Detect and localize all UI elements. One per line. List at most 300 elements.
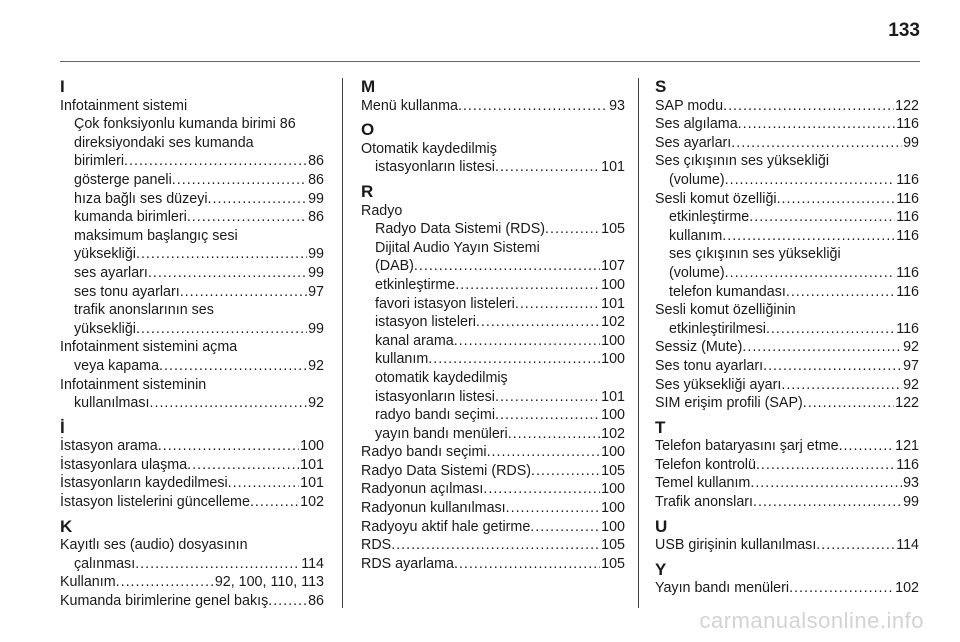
entry-text: gösterge paneli: [74, 171, 172, 188]
entry-text: telefon kumandası: [669, 283, 786, 300]
index-entry[interactable]: [60, 573, 324, 592]
entry-leader-line: [361, 158, 625, 177]
dot-leader: [116, 573, 214, 592]
page-ref[interactable]: 116: [896, 171, 919, 188]
page-ref[interactable]: 122: [895, 395, 919, 412]
index-section: [361, 183, 625, 573]
section-letter: M: [361, 77, 376, 96]
section-letter: U: [655, 516, 668, 536]
page-ref[interactable]: 100: [601, 500, 625, 517]
index-subentry[interactable]: [655, 227, 919, 246]
dot-leader: [756, 456, 895, 475]
entry-leader-line: [375, 276, 625, 295]
entry-text: yayın bandı menüleri: [375, 425, 508, 442]
page-ref[interactable]: 100: [601, 518, 625, 535]
index-subentry[interactable]: [361, 276, 625, 295]
entry-leader-line: [74, 152, 324, 171]
index-entry[interactable]: [655, 115, 919, 134]
entry-text: çalınması: [74, 555, 136, 572]
page-ref[interactable]: 101: [601, 295, 625, 312]
entry-text: etkinleştirilmesi: [669, 320, 766, 337]
index-entry[interactable]: [361, 202, 625, 221]
index-entry[interactable]: [655, 394, 919, 413]
entry-text: Radyonun açılması: [361, 481, 484, 498]
entry-text: RDS: [361, 537, 392, 554]
entry-text: Yayın bandı menüleri: [655, 580, 790, 597]
entry-text: birimleri: [74, 153, 125, 170]
entry-text: Trafik anonsları: [655, 494, 753, 511]
dot-leader: [816, 536, 895, 555]
entry-leader-line: [361, 462, 625, 481]
page-ref[interactable]: 97: [903, 357, 919, 374]
entry-leader-line: [60, 357, 324, 376]
page-ref[interactable]: 101: [300, 475, 324, 492]
entry-leader-line: [375, 313, 625, 332]
index-entry[interactable]: [655, 579, 919, 598]
entry-text: Ses ayarları: [655, 134, 732, 151]
dot-leader: [228, 474, 299, 493]
entry-text: etkinleştirme: [375, 276, 456, 293]
page-ref[interactable]: 86: [308, 593, 324, 610]
dot-leader: [454, 555, 600, 574]
dot-leader: [414, 257, 600, 276]
index-subentry[interactable]: [361, 425, 625, 444]
index-entry[interactable]: [655, 190, 919, 209]
entry-text: Radyo Data Sistemi (RDS): [375, 221, 546, 238]
entry-text-line: Dijital Audio Yayın Sistemi: [375, 239, 540, 256]
dot-leader: [777, 190, 896, 209]
entry-leader-line: [655, 376, 919, 395]
page-ref[interactable]: 102: [300, 494, 324, 511]
entry-leader-line: [361, 443, 625, 462]
entry-leader-line: [375, 388, 625, 407]
dot-leader: [150, 394, 308, 413]
entry-leader-line: [655, 437, 919, 456]
page-ref[interactable]: 92, 100, 110, 113: [214, 574, 324, 591]
page-ref[interactable]: 99: [308, 190, 324, 207]
dot-leader: [725, 171, 896, 190]
entry-leader-line: [361, 202, 625, 221]
entry-text: ses ayarları: [74, 264, 148, 281]
page-ref[interactable]: 100: [601, 351, 625, 368]
entry-text: Radyo Data Sistemi (RDS): [361, 462, 532, 479]
index-entry[interactable]: [60, 97, 324, 116]
page-ref[interactable]: 101: [601, 159, 625, 176]
entry-text: Radyonun kullanılması: [361, 500, 506, 517]
header-rule: [60, 61, 920, 62]
entry-text: Kumanda birimlerine genel bakış: [60, 593, 269, 610]
entry-leader-line: [375, 295, 625, 314]
index-entry[interactable]: [361, 555, 625, 574]
entry-leader-line: [655, 357, 919, 376]
index-section: [361, 121, 625, 177]
dot-leader: [391, 536, 600, 555]
index-entry[interactable]: [361, 140, 625, 177]
dot-leader: [749, 208, 895, 227]
page-ref[interactable]: 99: [308, 264, 324, 281]
dot-leader: [766, 320, 895, 339]
dot-leader: [750, 474, 902, 493]
entry-leader-line: [74, 283, 324, 302]
entry-text: Telefon bataryasını şarj etme: [655, 438, 839, 455]
dot-leader: [531, 462, 600, 481]
dot-leader: [454, 332, 600, 351]
entry-text: RDS ayarlama: [361, 555, 454, 572]
index-subentry[interactable]: [60, 171, 324, 190]
entry-text: Sessiz (Mute): [655, 339, 743, 356]
entry-leader-line: [60, 474, 324, 493]
page-ref[interactable]: 100: [601, 481, 625, 498]
section-letter: K: [60, 516, 73, 536]
entry-text: Temel kullanım: [655, 475, 751, 492]
index-subentry[interactable]: [60, 227, 324, 264]
index-entry[interactable]: [655, 301, 919, 338]
dot-leader: [495, 406, 600, 425]
page-ref[interactable]: 92: [308, 357, 324, 374]
entry-text: kanal arama: [375, 332, 454, 349]
entry-text: (volume): [669, 171, 725, 188]
page-ref[interactable]: 122: [895, 97, 919, 114]
entry-leader-line: [375, 220, 625, 239]
entry-text: Menü kullanma: [361, 97, 458, 114]
page-ref[interactable]: 105: [601, 555, 625, 572]
entry-text: istasyonların listesi: [375, 388, 495, 405]
entry-text-line: direksiyondaki ses kumanda: [74, 134, 254, 151]
entry-text-line: Infotainment sistemini açma: [60, 339, 238, 356]
index-entry[interactable]: [655, 536, 919, 555]
dot-leader: [455, 276, 600, 295]
dot-leader: [508, 425, 600, 444]
index-section: [655, 518, 919, 555]
index-subentry[interactable]: [60, 115, 324, 134]
dot-leader: [187, 208, 307, 227]
index-entry[interactable]: [60, 456, 324, 475]
page-ref[interactable]: 92: [308, 395, 324, 412]
entry-leader-line: [361, 518, 625, 537]
page-ref[interactable]: 102: [601, 425, 625, 442]
entry-leader-line: [74, 190, 324, 209]
index-entry[interactable]: [60, 474, 324, 493]
section-letter: S: [655, 77, 667, 96]
entry-leader-line: [655, 338, 919, 357]
entry-text: yüksekliği: [74, 320, 136, 337]
entry-text: kullanım: [375, 351, 429, 368]
page-ref[interactable]: 100: [601, 332, 625, 349]
index-subentry[interactable]: [361, 295, 625, 314]
entry-text: veya kapama: [74, 357, 160, 374]
column-divider: [638, 78, 639, 608]
index-entry[interactable]: [60, 338, 324, 375]
entry-text: Sesli komut özelliği: [655, 190, 777, 207]
page-ref[interactable]: 121: [895, 438, 919, 455]
entry-text: Radyoyu aktif hale getirme: [361, 518, 531, 535]
index-entry[interactable]: [361, 536, 625, 555]
entry-text: İstasyonlara ulaşma: [60, 456, 188, 473]
index-subentry[interactable]: [60, 283, 324, 302]
index-subentry[interactable]: [361, 369, 625, 406]
index-section: [60, 78, 324, 413]
entry-leader-line: [361, 499, 625, 518]
entry-leader-line: [60, 456, 324, 475]
index-entry[interactable]: [655, 376, 919, 395]
entry-text: radyo bandı seçimi: [375, 407, 495, 424]
dot-leader: [208, 190, 308, 209]
dot-leader: [172, 171, 307, 190]
index-section: [655, 78, 919, 413]
entry-leader-line: [361, 555, 625, 574]
entry-text: Ses yüksekliği ayarı: [655, 376, 782, 393]
page-ref[interactable]: 100: [300, 438, 324, 455]
dot-leader: [725, 264, 896, 283]
index-column-3: [655, 78, 919, 604]
index-entry[interactable]: [361, 499, 625, 518]
page-ref[interactable]: 114: [301, 555, 324, 572]
index-entry[interactable]: [361, 97, 625, 116]
dot-leader: [159, 357, 307, 376]
dot-leader: [495, 388, 600, 407]
entry-leader-line: [60, 394, 324, 413]
page-ref[interactable]: 99: [903, 494, 919, 511]
page-ref[interactable]: 93: [903, 475, 919, 492]
dot-leader: [786, 283, 895, 302]
entry-leader-line: [74, 264, 324, 283]
page-ref[interactable]: 116: [896, 227, 919, 244]
dot-leader: [738, 115, 896, 134]
section-letter: Y: [655, 559, 667, 579]
entry-leader-line: [361, 536, 625, 555]
page-ref[interactable]: 116: [896, 264, 919, 281]
index-entry[interactable]: [60, 376, 324, 413]
page-ref[interactable]: 105: [601, 221, 625, 238]
index-subentry[interactable]: [60, 190, 324, 209]
entry-text-line: Kayıtlı ses (audio) dosyasının: [60, 537, 248, 554]
dot-leader: [148, 264, 307, 283]
entry-text: Ses algılama: [655, 116, 738, 133]
entry-text: istasyon listeleri: [375, 314, 476, 331]
index-entry[interactable]: [60, 536, 324, 573]
entry-leader-line: [655, 579, 919, 598]
index-subentry[interactable]: [60, 301, 324, 338]
entry-leader-line: [375, 425, 625, 444]
index-entry[interactable]: [655, 338, 919, 357]
page-ref[interactable]: 116: [896, 209, 919, 226]
index-subentry[interactable]: [655, 245, 919, 282]
entry-text: Çok fonksiyonlu kumanda birimi 86: [74, 116, 296, 133]
entry-leader-line: [655, 97, 919, 116]
entry-text: yüksekliği: [74, 246, 136, 263]
section-letter: O: [361, 120, 375, 140]
index-entry[interactable]: [655, 152, 919, 189]
index-entry[interactable]: [655, 456, 919, 475]
page-ref[interactable]: 99: [308, 246, 324, 263]
index-section: [60, 419, 324, 512]
entry-text: Kullanım: [60, 574, 116, 591]
dot-leader: [476, 313, 600, 332]
index-subentry[interactable]: [361, 332, 625, 351]
entry-leader-line: [60, 592, 324, 611]
page-ref[interactable]: 105: [601, 462, 625, 479]
entry-text: (DAB): [375, 258, 414, 275]
index-entry[interactable]: [655, 493, 919, 512]
index-subentry[interactable]: [60, 264, 324, 283]
entry-text: kullanılması: [74, 395, 150, 412]
dot-leader: [135, 555, 300, 574]
dot-leader: [839, 437, 895, 456]
page-ref[interactable]: 105: [601, 537, 625, 554]
index-entry[interactable]: [60, 437, 324, 456]
dot-leader: [723, 97, 894, 116]
entry-text: etkinleştirme: [669, 209, 750, 226]
index-subentry[interactable]: [60, 134, 324, 171]
index-entry[interactable]: [655, 97, 919, 116]
index-subentry[interactable]: [361, 220, 625, 239]
page-ref[interactable]: 99: [308, 320, 324, 337]
page-ref[interactable]: 116: [896, 283, 919, 300]
index-entry[interactable]: [60, 493, 324, 512]
section-letter: R: [361, 181, 374, 201]
entry-leader-line: [655, 536, 919, 555]
entry-text: İstasyonların kaydedilmesi: [60, 475, 228, 492]
watermark: carmanualsonline.info: [699, 608, 924, 633]
page-ref[interactable]: 102: [895, 580, 919, 597]
entry-text: Telefon kontrolü: [655, 456, 756, 473]
dot-leader: [495, 158, 600, 177]
dot-leader: [506, 499, 601, 518]
index-entry[interactable]: [361, 480, 625, 499]
entry-leader-line: [669, 227, 919, 246]
entry-leader-line: [361, 97, 625, 116]
entry-leader-line: [669, 208, 919, 227]
index-subentry[interactable]: [655, 283, 919, 302]
page-ref[interactable]: 92: [903, 339, 919, 356]
page-ref[interactable]: 116: [896, 190, 919, 207]
entry-text: SIM erişim profili (SAP): [655, 395, 803, 412]
index-entry[interactable]: [655, 134, 919, 153]
page-ref[interactable]: 86: [308, 171, 324, 188]
index-column-1: [60, 78, 324, 617]
entry-text: İstasyon listelerini güncelleme: [60, 494, 250, 511]
entry-text: İstasyon arama: [60, 438, 158, 455]
dot-leader: [742, 338, 902, 357]
entry-text: Radyo: [361, 202, 403, 219]
dot-leader: [487, 443, 601, 462]
entry-leader-line: [375, 406, 625, 425]
entry-leader-line: [60, 97, 324, 116]
page-ref[interactable]: 114: [896, 537, 919, 554]
entry-text: istasyonların listesi: [375, 159, 495, 176]
section-letter: I: [60, 77, 65, 96]
entry-leader-line: [74, 171, 324, 190]
page-ref[interactable]: 107: [601, 258, 625, 275]
index-subentry[interactable]: [361, 406, 625, 425]
entry-leader-line: [655, 134, 919, 153]
section-letter: T: [655, 417, 666, 437]
entry-leader-line: [74, 320, 324, 339]
dot-leader: [136, 245, 307, 264]
entry-text: Ses tonu ayarları: [655, 357, 764, 374]
dot-leader: [428, 350, 600, 369]
page-ref[interactable]: 86: [308, 209, 324, 226]
index-entry[interactable]: [361, 443, 625, 462]
index-entry[interactable]: [361, 518, 625, 537]
page-ref[interactable]: 92: [903, 376, 919, 393]
index-subentry[interactable]: [60, 208, 324, 227]
entry-text-line: Otomatik kaydedilmiş: [361, 140, 497, 157]
page-ref[interactable]: 93: [609, 97, 625, 114]
page-number: 133: [888, 20, 920, 41]
index-section: [655, 419, 919, 512]
entry-text: USB girişinin kullanılması: [655, 537, 817, 554]
page-ref[interactable]: 102: [601, 314, 625, 331]
entry-leader-line: [655, 115, 919, 134]
dot-leader: [250, 493, 299, 512]
page-ref[interactable]: 116: [896, 456, 919, 473]
entry-text: (volume): [669, 264, 725, 281]
dot-leader: [753, 493, 902, 512]
entry-leader-line: [60, 493, 324, 512]
entry-text: SAP modu: [655, 97, 724, 114]
index-subentry[interactable]: [361, 239, 625, 276]
page-ref[interactable]: 100: [601, 444, 625, 461]
index-entry[interactable]: [361, 462, 625, 481]
dot-leader: [803, 394, 894, 413]
entry-leader-line: [74, 245, 324, 264]
page-ref[interactable]: 101: [300, 456, 324, 473]
entry-text: Infotainment sistemi: [60, 97, 188, 114]
page-ref[interactable]: 116: [896, 116, 919, 133]
dot-leader: [781, 376, 902, 395]
entry-leader-line: [60, 573, 324, 592]
page-ref[interactable]: 86: [308, 153, 324, 170]
entry-text-line: ses çıkışının ses yüksekliği: [669, 246, 841, 263]
page-ref[interactable]: 97: [308, 283, 324, 300]
column-divider: [342, 78, 343, 608]
dot-leader: [268, 592, 307, 611]
dot-leader: [722, 227, 895, 246]
entry-leader-line: [74, 115, 324, 134]
page-ref[interactable]: 100: [601, 276, 625, 293]
index-section: [60, 518, 324, 611]
entry-leader-line: [655, 171, 919, 190]
entry-leader-line: [361, 480, 625, 499]
dot-leader: [545, 220, 600, 239]
entry-text-line: otomatik kaydedilmiş: [375, 369, 508, 386]
page-ref[interactable]: 99: [903, 134, 919, 151]
entry-text: kumanda birimleri: [74, 209, 187, 226]
index-entry[interactable]: [60, 592, 324, 611]
index-entry[interactable]: [655, 474, 919, 493]
index-entry[interactable]: [655, 437, 919, 456]
entry-leader-line: [669, 283, 919, 302]
index-subentry[interactable]: [655, 208, 919, 227]
dot-leader: [458, 97, 608, 116]
dot-leader: [180, 283, 307, 302]
page-ref[interactable]: 116: [896, 320, 919, 337]
index-subentry[interactable]: [361, 313, 625, 332]
entry-text: hıza bağlı ses düzeyi: [74, 190, 208, 207]
dot-leader: [124, 152, 307, 171]
entry-leader-line: [669, 264, 919, 283]
index-subentry[interactable]: [361, 350, 625, 369]
page-ref[interactable]: 101: [601, 388, 625, 405]
entry-leader-line: [375, 257, 625, 276]
entry-text: favori istasyon listeleri: [375, 295, 515, 312]
entry-text-line: Sesli komut özelliğinin: [655, 302, 796, 319]
page-ref[interactable]: 100: [601, 407, 625, 424]
dot-leader: [136, 320, 307, 339]
entry-text: Radyo bandı seçimi: [361, 444, 487, 461]
index-entry[interactable]: [655, 357, 919, 376]
